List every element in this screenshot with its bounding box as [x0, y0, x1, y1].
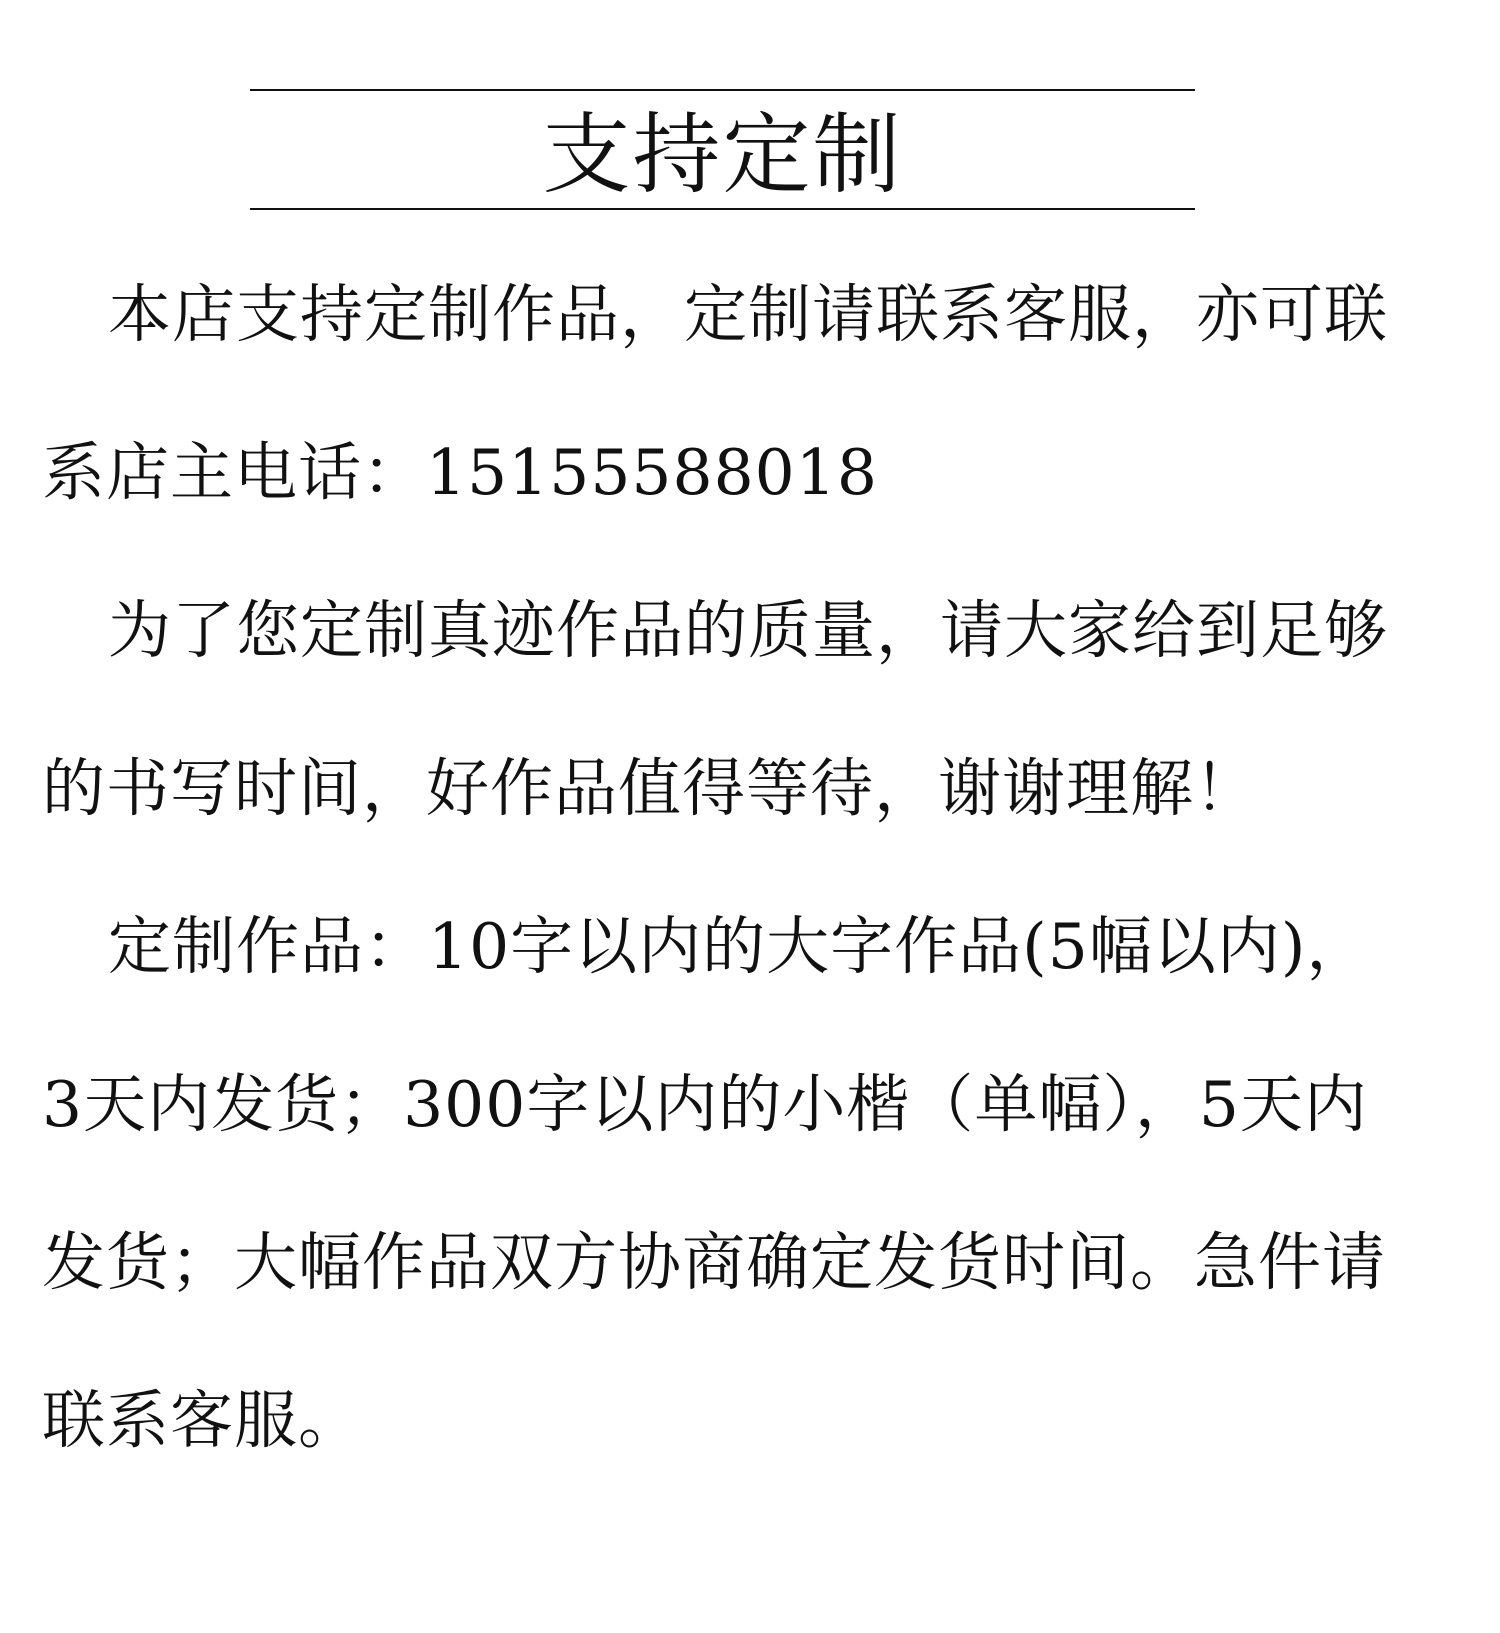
notice-body — [42, 236, 1402, 1500]
title-bottom-rule — [250, 208, 1195, 210]
paragraph-quality: 为了您定制真迹作品的质量，请大家给到足够的书写时间，好作品值得等待，谢谢理解！ — [42, 594, 1388, 825]
paragraph-contact: 本店支持定制作品，定制请联系客服，亦可联系店主电话：15155588018 — [42, 278, 1388, 509]
title-top-rule — [250, 89, 1195, 91]
paragraph-delivery: 定制作品：10字以内的大字作品(5幅以内)，3天内发货；300字以内的小楷（单幅），5天内发货；大幅作品双方协商确定发货时间。急件请联系客服。 — [42, 910, 1386, 1457]
page-title: 支持定制 — [542, 103, 903, 206]
